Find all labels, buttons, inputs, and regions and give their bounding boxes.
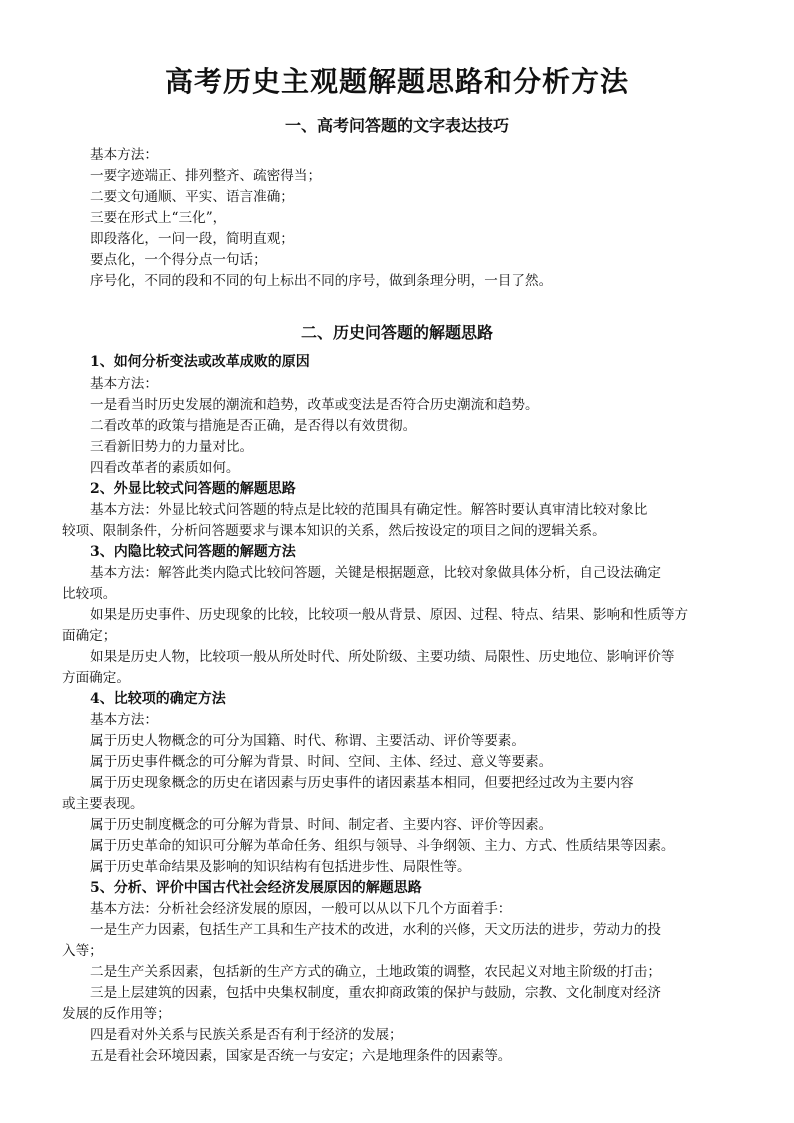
section1-line: 一要字迹端正、排列整齐、疏密得当； (90, 168, 322, 184)
paragraph-line: 如果是历史事件、历史现象的比较，比较项一般从背景、原因、过程、特点、结果、影响和性质等方 (90, 607, 689, 623)
paragraph-line: 四是看对外关系与民族关系是否有利于经济的发展； (90, 1027, 403, 1043)
paragraph-line: 属于历史制度概念的可分解为背景、时间、制定者、主要内容、评价等因素。 (90, 817, 553, 833)
subsection-heading: 4、比较项的确定方法 (90, 691, 226, 707)
section1-line: 二要文句通顺、平实、语言准确； (90, 189, 294, 205)
paragraph-line: 基本方法： (90, 376, 158, 392)
paragraph-line: 比较项。 (62, 586, 117, 602)
page-title: 高考历史主观题解题思路和分析方法 (164, 65, 629, 98)
section2-heading: 二、历史问答题的解题思路 (300, 323, 493, 342)
paragraph-line: 面确定； (62, 628, 117, 644)
section1-line: 即段落化，一问一段，简明直观； (90, 231, 294, 247)
paragraph-line: 二看改革的政策与措施是否正确，是否得以有效贯彻。 (90, 418, 417, 434)
paragraph-line: 如果是历史人物，比较项一般从所处时代、所处阶级、主要功绩、局限性、历史地位、影响评价等 (90, 649, 675, 665)
paragraph-line: 发展的反作用等； (62, 1006, 171, 1022)
paragraph-line: 属于历史现象概念的历史在诸因素与历史事件的诸因素基本相同，但要把经过改为主要内容 (90, 775, 634, 791)
paragraph-line: 三是上层建筑的因素，包括中央集权制度，重农抑商政策的保护与鼓励，宗教、文化制度对经济 (90, 985, 661, 1001)
section1-line: 三要在形式上“三化”， (90, 210, 227, 226)
paragraph-line: 五是看社会环境因素，国家是否统一与安定；六是地理条件的因素等。 (90, 1048, 512, 1064)
paragraph-line: 基本方法：解答此类内隐式比较问答题，关键是根据题意，比较对象做具体分析，自己设法确定 (90, 565, 661, 581)
paragraph-line: 或主要表现。 (62, 796, 144, 812)
paragraph-line: 属于历史事件概念的可分解为背景、时间、空间、主体、经过、意义等要素。 (90, 754, 553, 770)
subsection-heading: 5、分析、评价中国古代社会经济发展原因的解题思路 (90, 880, 422, 896)
paragraph-line: 入等； (62, 943, 103, 959)
paragraph-line: 二是生产关系因素，包括新的生产方式的确立，土地政策的调整，农民起义对地主阶级的打击； (90, 964, 661, 980)
subsection-heading: 3、内隐比较式问答题的解题方法 (90, 544, 296, 560)
subsection-heading: 2、外显比较式问答题的解题思路 (90, 481, 296, 497)
subsection-heading: 1、如何分析变法或改革成败的原因 (90, 354, 310, 370)
section1-line: 基本方法： (90, 147, 158, 163)
section1-heading: 一、高考问答题的文字表达技巧 (284, 116, 509, 135)
paragraph-line: 三看新旧势力的力量对比。 (90, 439, 254, 455)
paragraph-line: 基本方法：外显比较式问答题的特点是比较的范围具有确定性。解答时要认真审清比较对象比 (90, 502, 648, 518)
paragraph-line: 基本方法：分析社会经济发展的原因，一般可以从以下几个方面着手： (90, 901, 512, 917)
paragraph-line: 一是生产力因素，包括生产工具和生产技术的改进，水利的兴修，天文历法的进步，劳动力的投 (90, 922, 661, 938)
section1-line: 要点化，一个得分点一句话； (90, 252, 267, 268)
paragraph-line: 四看改革者的素质如何。 (90, 460, 240, 476)
paragraph-line: 一是看当时历史发展的潮流和趋势，改革或变法是否符合历史潮流和趋势。 (90, 397, 539, 413)
paragraph-line: 较项、限制条件，分析问答题要求与课本知识的关系，然后按设定的项目之间的逻辑关系。 (62, 523, 606, 539)
paragraph-line: 属于历史革命的知识可分解为革命任务、组织与领导、斗争纲领、主力、方式、性质结果等因素。 (90, 838, 675, 854)
paragraph-line: 属于历史人物概念的可分为国籍、时代、称谓、主要活动、评价等要素。 (90, 733, 525, 749)
paragraph-line: 属于历史革命结果及影响的知识结构有包括进步性、局限性等。 (90, 859, 471, 875)
section1-line: 序号化，不同的段和不同的句上标出不同的序号，做到条理分明，一目了然。 (90, 273, 553, 289)
paragraph-line: 方面确定。 (62, 670, 130, 686)
paragraph-line: 基本方法： (90, 712, 158, 728)
